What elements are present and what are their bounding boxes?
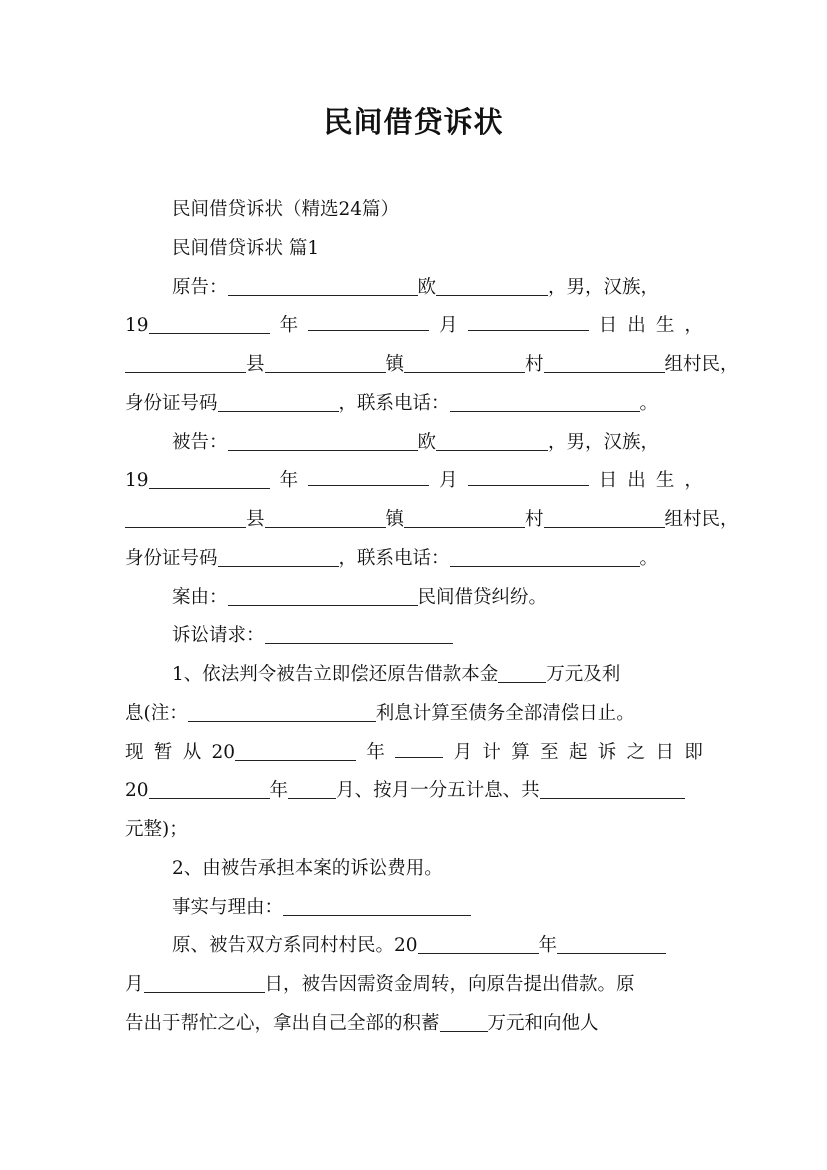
blank-field: [450, 391, 640, 412]
text-segment: 出: [627, 470, 646, 492]
blank-field: [265, 352, 386, 373]
blank-field: [308, 465, 429, 486]
text-segment: 算: [511, 741, 530, 763]
blank-field: [468, 310, 589, 331]
text-segment: 20: [125, 780, 149, 802]
text-segment: 年: [538, 935, 558, 957]
text-segment: ，男，汉族，: [548, 431, 660, 453]
text-segment: 年: [279, 470, 299, 492]
text-segment: 19: [125, 462, 270, 501]
text-segment: 身份证号码: [125, 547, 218, 569]
blank-field: [265, 623, 453, 644]
blank-field: [308, 310, 429, 331]
claim-1-line-4: [125, 772, 703, 811]
text-segment: 日: [598, 470, 618, 492]
blank-field: [395, 737, 443, 758]
blank-field: [418, 933, 539, 954]
cause-line: [125, 579, 703, 618]
blank-field: [436, 430, 548, 451]
text-segment: 之: [626, 741, 646, 763]
document-body: [125, 191, 739, 1044]
text-segment: 月: [125, 974, 144, 995]
defendant-line-3: [125, 501, 739, 540]
blank-field: [265, 507, 386, 528]
text-segment: 日: [598, 315, 618, 337]
blank-field: [144, 972, 265, 993]
text-segment: 1、依法判令被告立即偿还原告借款本金: [172, 664, 499, 685]
text-segment: 欧: [417, 431, 437, 453]
text-segment: 案由：: [172, 586, 228, 608]
facts-line-1: [125, 927, 703, 966]
blank-field: [228, 275, 418, 296]
text-segment: 。: [639, 392, 659, 414]
text-segment: 年: [269, 780, 289, 802]
text-segment: 组村民，: [664, 509, 739, 530]
text-segment: 起: [568, 741, 588, 763]
blank-field: [436, 275, 548, 296]
claims-heading: [125, 617, 703, 656]
blank-field: [450, 546, 640, 567]
text-segment: 事实与理由：: [172, 896, 284, 918]
blank-field: [149, 778, 270, 799]
claim-1-line-1: [125, 656, 703, 695]
plaintiff-line-1: [125, 269, 703, 308]
text-segment: 生: [655, 315, 675, 337]
document-title: 民间借贷诉状: [323, 105, 504, 139]
text-segment: 20: [212, 734, 357, 773]
text-segment: 原、被告双方系同村村民。20: [172, 935, 418, 957]
text-segment: 村: [525, 354, 544, 375]
text-segment: 镇: [385, 354, 405, 375]
facts-line-3: [125, 1005, 703, 1044]
text-segment: 万元和向他人: [487, 1012, 599, 1034]
blank-field: [404, 507, 525, 528]
text-segment: 即: [684, 741, 703, 763]
defendant-line-1: [125, 424, 703, 463]
text-segment: 欧: [417, 276, 437, 298]
facts-line-2: [125, 966, 703, 1005]
defendant-line-4: [125, 540, 703, 579]
text-segment: 暂: [153, 741, 173, 763]
text-segment: 日: [655, 741, 674, 763]
text-segment: 现: [125, 741, 144, 763]
blank-field: [218, 391, 339, 412]
claim-1-line-2: [125, 695, 703, 734]
blank-field: [228, 585, 418, 606]
text-segment: 万元及利: [546, 664, 621, 685]
text-segment: ，: [684, 315, 703, 337]
subtitle-line: 民间借贷诉状（精选24篇）: [172, 199, 400, 220]
facts-heading: [125, 889, 703, 928]
plaintiff-line-4: [125, 385, 703, 424]
text-segment: ，联系电话：: [338, 547, 450, 569]
blank-field: [498, 662, 546, 683]
blank-field: [440, 1011, 488, 1032]
text-segment: 县: [246, 509, 265, 530]
text-segment: 息(注：: [125, 702, 188, 724]
text-segment: 至: [540, 741, 559, 763]
text-segment: 月、按月一分五计息、共: [336, 780, 540, 802]
text-segment: 组村民，: [664, 354, 739, 375]
text-segment: 年: [366, 741, 385, 763]
text-segment: 年: [279, 315, 299, 337]
text-segment: 计: [482, 741, 501, 763]
text-segment: 原告：: [172, 276, 228, 298]
blank-field: [188, 701, 376, 722]
section-heading: 民间借贷诉状 篇1: [172, 237, 320, 259]
text-segment: 身份证号码: [125, 392, 218, 414]
text-segment: 民间借贷纠纷。: [417, 586, 548, 608]
text-segment: 日，被告因需资金周转，向原告提出借款。原: [264, 974, 635, 995]
blank-field: [218, 546, 339, 567]
text-segment: 生: [655, 470, 675, 492]
text-segment: 利息计算至债务全部清偿日止。: [375, 702, 635, 724]
claim-1-line-3: [125, 734, 703, 773]
blank-field: [540, 778, 685, 799]
text-segment: 诉: [597, 741, 617, 763]
plaintiff-line-2: [125, 307, 703, 346]
blank-field: [125, 352, 246, 373]
defendant-line-2: [125, 462, 703, 501]
text-segment: ，联系电话：: [338, 392, 450, 414]
blank-field: [125, 507, 246, 528]
text-segment: ，男，汉族，: [548, 276, 660, 298]
claim-2-line: 2、由被告承担本案的诉讼费用。: [172, 857, 443, 879]
text-segment: 村: [525, 509, 544, 530]
text-segment: 诉讼请求：: [172, 625, 265, 647]
claim-1-line-5: 元整)；: [125, 819, 188, 840]
blank-field: [228, 430, 418, 451]
blank-field: [557, 933, 666, 954]
plaintiff-line-3: [125, 346, 739, 385]
text-segment: 镇: [385, 509, 405, 530]
blank-field: [283, 895, 471, 916]
text-segment: ，: [684, 470, 703, 492]
text-segment: 。: [639, 547, 659, 569]
text-segment: 从: [182, 741, 202, 763]
text-segment: 出: [627, 315, 646, 337]
text-segment: 告出于帮忙之心，拿出自己全部的积蓄: [125, 1012, 440, 1034]
blank-field: [468, 465, 589, 486]
blank-field: [544, 507, 665, 528]
text-segment: 县: [246, 354, 265, 375]
text-segment: 月: [439, 315, 458, 337]
text-segment: 被告：: [172, 431, 228, 453]
blank-field: [288, 778, 336, 799]
text-segment: 月: [453, 741, 473, 763]
blank-field: [404, 352, 525, 373]
blank-field: [544, 352, 665, 373]
text-segment: 月: [439, 470, 458, 492]
text-segment: 19: [125, 307, 270, 346]
